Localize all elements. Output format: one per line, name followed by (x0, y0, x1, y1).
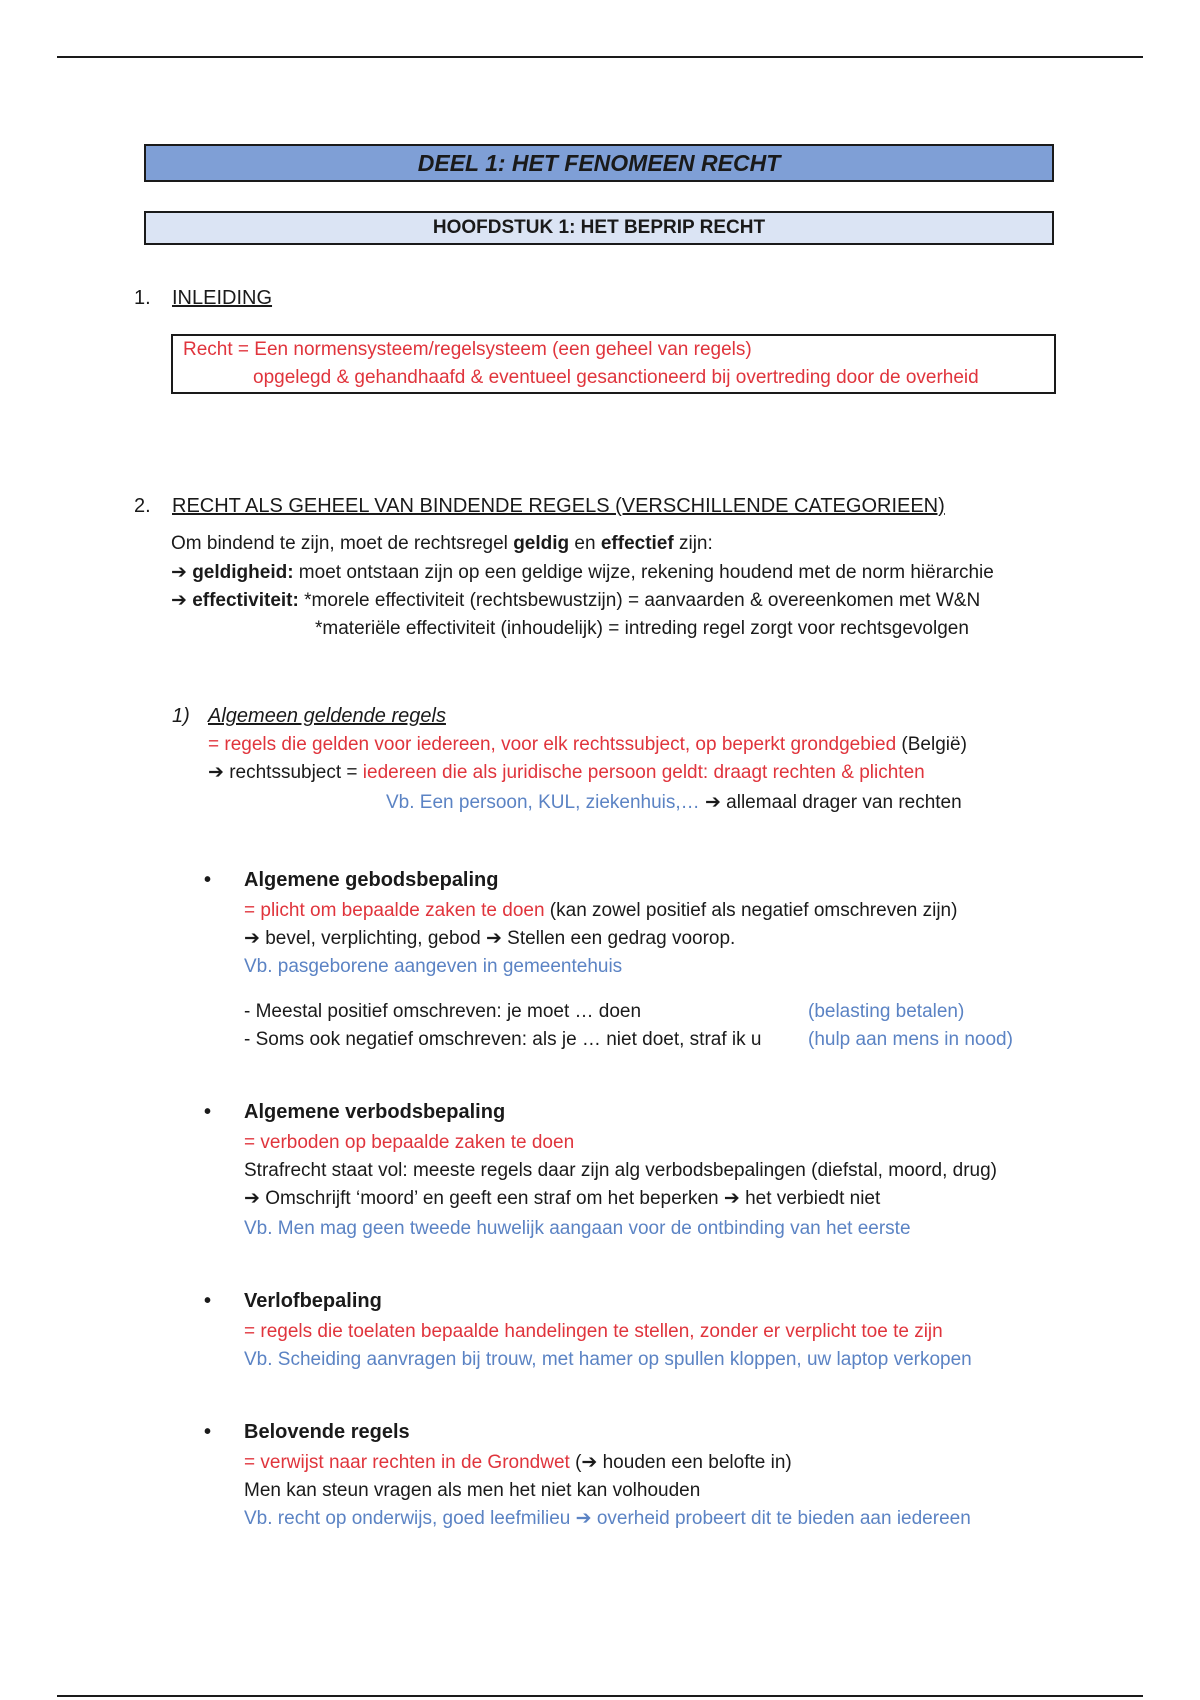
page-bottom-rule (57, 1695, 1143, 1697)
gebod-line-2: ➔ bevel, verplichting, gebod ➔ Stellen een gedrag voorop. (244, 928, 736, 949)
effectiviteit-label: ➔ effectiviteit: (171, 590, 299, 611)
belovend-definition-red: = verwijst naar rechten in de Grondwet (244, 1452, 570, 1473)
bullet-dot-icon: • (204, 1421, 212, 1443)
gebod-negative: - Soms ook negatief omschreven: als je … niet doet, straf ik u (244, 1029, 762, 1050)
verbod-line-3: ➔ Omschrijft ‘moord’ en geeft een straf om het beperken ➔ het verbiedt niet (244, 1188, 881, 1209)
page-top-rule (57, 56, 1143, 58)
intro-text: Om bindend te zijn, moet de rechtsregel (171, 533, 514, 554)
gebod-definition-red: = plicht om bepaalde zaken te doen (244, 900, 545, 921)
geldigheid-text: moet ontstaan zijn op een geldige wijze, rekening houdend met de norm hiërarchie (293, 562, 994, 583)
bullet-verlof-title: Verlofbepaling (244, 1290, 382, 1312)
sub1-definition-red: = regels die gelden voor iedereen, voor elk rechtssubject, op beperkt grondgebied (208, 734, 897, 755)
bullet-gebod-title: Algemene gebodsbepaling (244, 869, 499, 891)
belovend-definition (244, 1449, 792, 1477)
hoofdstuk-title: HOOFDSTUK 1: HET BEPRIP RECHT (144, 211, 1054, 245)
intro-geldig: geldig (513, 533, 570, 554)
verbod-example: Vb. Men mag geen tweede huwelijk aangaan voor de ontbinding van het eerste (244, 1218, 911, 1239)
gebod-positive: - Meestal positief omschreven: je moet … doen (244, 1001, 642, 1022)
verbod-definition: = verboden op bepaalde zaken te doen (244, 1132, 575, 1153)
effectiviteit-line-2: *materiële effectiviteit (inhoudelijk) = intreding regel zorgt voor rechtsgevolgen (315, 618, 969, 639)
sub1-definition (208, 731, 967, 759)
verlof-example: Vb. Scheiding aanvragen bij trouw, met hamer op spullen kloppen, uw laptop verkopen (244, 1349, 972, 1370)
section-1-heading (134, 284, 272, 312)
section-2-title: RECHT ALS GEHEEL VAN BINDENDE REGELS (VERSCHILLENDE CATEGORIEEN) (172, 495, 945, 517)
intro-text: zijn: (673, 533, 713, 554)
bullet-verlof-heading (204, 1287, 382, 1315)
subsection-1-number: 1) (172, 705, 190, 727)
belovend-example: Vb. recht op onderwijs, goed leefmilieu ➔ overheid probeert dit te bieden aan iedereen (244, 1508, 971, 1529)
belovend-definition-black: (➔ houden een belofte in) (569, 1452, 792, 1473)
belovend-line-2: Men kan steun vragen als men het niet kan volhouden (244, 1480, 701, 1501)
sub1-example (386, 789, 962, 817)
definition-box (171, 334, 1056, 394)
bullet-verbod-heading (204, 1098, 505, 1126)
gebod-definition (244, 897, 957, 925)
gebod-definition-black: (kan zowel positief als negatief omschreven zijn) (544, 900, 958, 921)
rechtssubject-line (208, 759, 925, 787)
sub1-definition-black: (België) (896, 734, 967, 755)
geldigheid-line (171, 559, 994, 587)
definition-line-2: opgelegd & gehandhaafd & eventueel gesanctioneerd bij overtreding door de overheid (253, 367, 979, 388)
deel-title: DEEL 1: HET FENOMEEN RECHT (144, 144, 1054, 182)
section-1-title: INLEIDING (172, 287, 273, 309)
subsection-1-title: Algemeen geldende regels (208, 705, 446, 727)
rechtssubject-definition: iedereen die als juridische persoon geldt: draagt rechten & plichten (362, 762, 925, 783)
definition-line-1: Recht = Een normensysteem/regelsysteem (een geheel van regels) (183, 339, 752, 360)
section-2-number: 2. (134, 495, 151, 517)
bullet-gebod-heading (204, 866, 498, 894)
subsection-1-heading (172, 702, 446, 730)
section-2-heading (134, 492, 945, 520)
gebod-negative-example: (hulp aan mens in nood) (808, 1029, 1013, 1050)
gebod-positive-example: (belasting betalen) (808, 1001, 965, 1022)
section-2-intro (171, 530, 713, 558)
rechtssubject-label: ➔ rechtssubject = (208, 762, 363, 783)
effectiviteit-text-1: *morele effectiviteit (rechtsbewustzijn) = aanvaarden & overeenkomen met W&N (298, 590, 981, 611)
verlof-definition: = regels die toelaten bepaalde handelingen te stellen, zonder er verplicht toe te zijn (244, 1321, 943, 1342)
sub1-example-black: ➔ allemaal drager van rechten (699, 792, 962, 813)
bullet-belovend-heading (204, 1418, 410, 1446)
intro-effectief: effectief (600, 533, 674, 554)
intro-text: en (569, 533, 601, 554)
effectiviteit-line (171, 587, 980, 615)
verbod-line-2: Strafrecht staat vol: meeste regels daar zijn alg verbodsbepalingen (diefstal, moord, drug) (244, 1160, 998, 1181)
sub1-example-blue: Vb. Een persoon, KUL, ziekenhuis,… (386, 792, 700, 813)
section-1-number: 1. (134, 287, 151, 309)
bullet-verbod-title: Algemene verbodsbepaling (244, 1101, 506, 1123)
bullet-dot-icon: • (204, 869, 212, 891)
bullet-dot-icon: • (204, 1290, 212, 1312)
bullet-belovend-title: Belovende regels (244, 1421, 410, 1443)
bullet-dot-icon: • (204, 1101, 212, 1123)
gebod-example: Vb. pasgeborene aangeven in gemeentehuis (244, 956, 623, 977)
geldigheid-label: ➔ geldigheid: (171, 562, 294, 583)
